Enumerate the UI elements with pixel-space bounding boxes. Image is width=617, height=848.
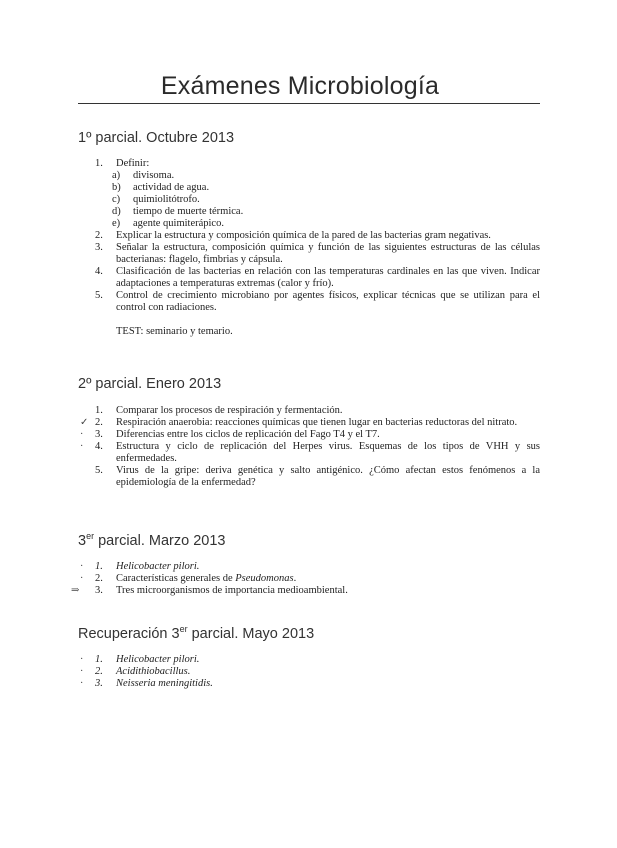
definition-label: d) — [112, 206, 121, 217]
item-number: 2. — [95, 230, 103, 241]
item-text: Estructura y ciclo de replicación del Herpes virus. Esquemas de los tipos de VHH y sus enfermedades. — [116, 441, 540, 464]
list-item — [80, 666, 540, 678]
definition-item — [95, 170, 540, 182]
heading-text: Recuperación 3 — [78, 625, 180, 642]
handwritten-mark: · — [80, 561, 84, 572]
item-text: Helicobacter pilori. — [116, 561, 200, 572]
item-text: Control de crecimiento microbiano por agentes físicos, explicar técnicas que se utilizan para el control con radiaciones. — [116, 290, 540, 313]
handwritten-mark: · — [80, 441, 84, 452]
definition-text: agente quimiterápico. — [133, 218, 224, 229]
item-text: Definir: — [116, 158, 150, 169]
list-item — [80, 561, 540, 573]
item-number: 3. — [95, 429, 103, 440]
item-number: 4. — [95, 266, 103, 277]
item-text: Comparar los procesos de respiración y fermentación. — [116, 405, 343, 416]
item-number: 3. — [95, 242, 103, 253]
handwritten-mark: · — [80, 429, 84, 440]
section-1-list — [95, 158, 540, 338]
test-note: TEST: seminario y temario. — [116, 326, 233, 337]
section-1-heading: 1º parcial. Octubre 2013 — [78, 130, 235, 146]
item-text: Explicar la estructura y composición química de la pared de las bacterias gram negativas. — [116, 230, 491, 241]
item-text: . — [293, 573, 297, 584]
item-text: Diferencias entre los ciclos de replicación del Fago T4 y el T7. — [116, 429, 380, 440]
handwritten-mark: · — [80, 654, 84, 665]
list-item — [80, 678, 540, 690]
definition-label: c) — [112, 194, 121, 205]
section-4-heading — [78, 624, 314, 642]
item-text: Neisseria meningitidis. — [116, 678, 213, 689]
handwritten-mark: · — [80, 678, 84, 689]
item-number: 2. — [95, 417, 103, 428]
list-item — [80, 441, 540, 465]
list-item — [95, 158, 540, 170]
list-item — [95, 290, 540, 314]
arrow-icon: ⇒ — [71, 585, 80, 596]
list-item — [80, 429, 540, 441]
definition-item — [95, 194, 540, 206]
definition-label: b) — [112, 182, 121, 193]
item-number: 1. — [95, 654, 103, 665]
handwritten-mark: ✓ — [80, 417, 89, 428]
definition-label: e) — [112, 218, 121, 229]
title-underline — [78, 103, 540, 104]
list-item — [95, 266, 540, 290]
item-text-italic: Pseudomonas — [235, 573, 294, 584]
heading-superscript: er — [86, 531, 95, 541]
handwritten-mark: · — [80, 573, 84, 584]
list-item — [80, 573, 540, 585]
section-3-heading — [78, 531, 225, 549]
list-item — [95, 465, 540, 489]
handwritten-mark: · — [80, 666, 84, 677]
definition-item — [95, 206, 540, 218]
item-text: Helicobacter pilori. — [116, 654, 200, 665]
item-number: 3. — [95, 585, 103, 596]
item-number: 4. — [95, 441, 103, 452]
item-number: 1. — [95, 561, 103, 572]
list-item — [80, 654, 540, 666]
item-number: 1. — [95, 405, 103, 416]
item-number: 2. — [95, 666, 103, 677]
item-number: 3. — [95, 678, 103, 689]
item-text: Características generales de — [116, 573, 236, 584]
definition-item — [95, 182, 540, 194]
item-number: 5. — [95, 290, 103, 301]
definition-label: a) — [112, 170, 121, 181]
item-number: 2. — [95, 573, 103, 584]
definition-item — [95, 218, 540, 230]
heading-text: 3 — [78, 532, 87, 549]
list-item — [71, 585, 540, 597]
item-number: 1. — [95, 158, 103, 169]
section-4-list — [80, 654, 540, 690]
item-text: Respiración anaerobia: reacciones químicas que tienen lugar en bacterias reductoras del nitrato. — [116, 417, 518, 428]
section-2-heading: 2º parcial. Enero 2013 — [78, 376, 222, 392]
list-item — [95, 230, 540, 242]
heading-superscript: er — [179, 624, 188, 634]
definition-text: tiempo de muerte térmica. — [133, 206, 244, 217]
item-text: Señalar la estructura, composición química y función de las siguientes estructuras de las células bacterianas: flagelo, fimbrias y cápsula. — [116, 242, 540, 265]
item-text: Clasificación de las bacterias en relación con las temperaturas cardinales en las que viven. Indicar adaptaciones a temperaturas extremas (calor y frío). — [116, 266, 540, 289]
definition-text: actividad de agua. — [133, 182, 210, 193]
item-text: Acidithiobacillus. — [116, 666, 191, 677]
item-text: Tres microorganismos de importancia medioambiental. — [116, 585, 348, 596]
item-text: Virus de la gripe: deriva genética y salto antigénico. ¿Cómo afectan estos fenómenos a la epidemiología de la enfermedad? — [116, 465, 540, 488]
section-2-list — [80, 405, 540, 489]
definition-text: divisoma. — [133, 170, 175, 181]
section-3-list — [71, 561, 540, 597]
list-item — [80, 417, 540, 429]
list-item — [95, 405, 540, 417]
list-item — [95, 242, 540, 266]
page-title: Exámenes Microbiología — [160, 72, 440, 100]
heading-text: parcial. Marzo 2013 — [94, 532, 226, 549]
definition-text: quimiolitótrofo. — [133, 194, 200, 205]
heading-text: parcial. Mayo 2013 — [187, 625, 315, 642]
item-number: 5. — [95, 465, 103, 476]
